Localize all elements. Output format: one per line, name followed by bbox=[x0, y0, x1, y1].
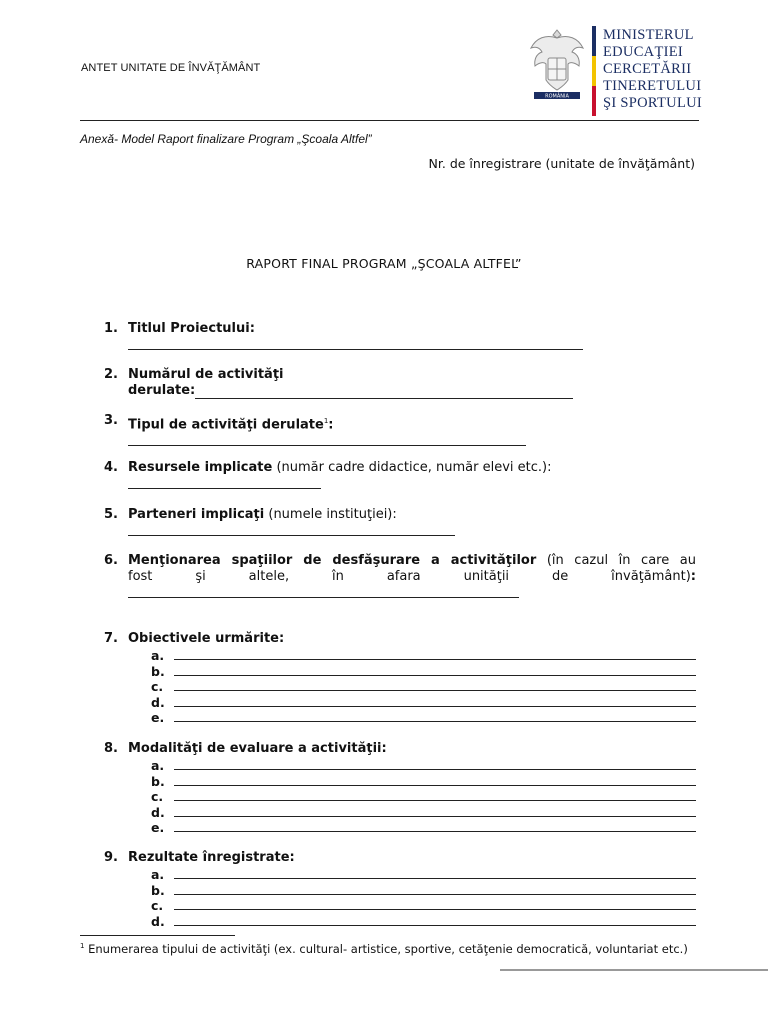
item-number: 5. bbox=[104, 507, 118, 522]
item-label: Parteneri implicaţi bbox=[128, 507, 265, 522]
form-item-8 bbox=[104, 741, 696, 836]
form-item-3 bbox=[104, 413, 696, 446]
answer-row[interactable]: c. bbox=[104, 679, 696, 695]
item-label-suffix: : bbox=[328, 417, 334, 433]
fill-line[interactable] bbox=[195, 387, 573, 399]
footnote-ref[interactable]: 1 bbox=[323, 417, 329, 425]
answer-row[interactable]: a. bbox=[104, 758, 696, 774]
form-item-5 bbox=[104, 507, 696, 536]
ministry-line: CERCETĂRII bbox=[603, 61, 692, 77]
school-header-label: ANTET UNITATE DE ÎNVĂŢĂMÂNT bbox=[81, 62, 261, 74]
fill-line[interactable] bbox=[128, 476, 321, 489]
fill-line[interactable] bbox=[128, 337, 583, 350]
flag-color-bar bbox=[592, 26, 596, 116]
answer-row[interactable]: a. bbox=[104, 648, 696, 664]
item-hint: fost şi altele, în afara unităţii de învăţământ) bbox=[128, 569, 691, 584]
ministry-line: TINERETULUI bbox=[603, 78, 702, 94]
item-hint: (în cazul în care au bbox=[536, 553, 696, 568]
answer-row[interactable]: d. bbox=[104, 805, 696, 821]
item-label: Menţionarea spaţiilor de desfăşurare a activităţilor bbox=[128, 553, 537, 568]
ministry-line: MINISTERUL bbox=[603, 27, 694, 43]
form-item-1 bbox=[104, 321, 696, 350]
form-item-6 bbox=[104, 553, 696, 598]
document-title: RAPORT FINAL PROGRAM „ŞCOALA ALTFEL” bbox=[246, 256, 522, 271]
item-hint: (numele instituţiei): bbox=[264, 507, 397, 522]
item-label: Titlul Proiectului: bbox=[128, 321, 255, 336]
header-divider bbox=[80, 120, 699, 121]
answer-row[interactable]: b. bbox=[104, 883, 696, 899]
ministry-name bbox=[603, 27, 702, 112]
form-item-2 bbox=[104, 367, 696, 399]
item-number: 6. bbox=[104, 553, 118, 568]
annex-label: Anexă- Model Raport finalizare Program „Şcoala Altfel” bbox=[80, 132, 372, 146]
form-item-9 bbox=[104, 850, 696, 929]
answer-row[interactable]: d. bbox=[104, 695, 696, 711]
item-number: 7. bbox=[104, 631, 118, 646]
form-item-7 bbox=[104, 631, 696, 726]
item-label: Tipul de activităţi derulate bbox=[128, 417, 324, 433]
item-label: Resursele implicate bbox=[128, 460, 273, 475]
item-label-suffix: : bbox=[690, 569, 696, 584]
ministry-line: EDUCAŢIEI bbox=[603, 44, 684, 60]
form-item-4 bbox=[104, 460, 696, 489]
item-hint: (număr cadre didactice, număr elevi etc.): bbox=[272, 460, 552, 475]
item-number: 1. bbox=[104, 321, 118, 336]
item-label: Numărul de activităţi bbox=[128, 367, 284, 382]
answer-row[interactable]: d. bbox=[104, 914, 696, 930]
ministry-line: ŞI SPORTULUI bbox=[603, 95, 703, 111]
page-edge-line bbox=[500, 969, 768, 971]
item-label: Rezultate înregistrate: bbox=[128, 850, 295, 865]
footnote-divider bbox=[80, 935, 235, 936]
fill-line[interactable] bbox=[128, 523, 455, 536]
crest-caption: ROMÂNIA bbox=[545, 93, 569, 100]
answer-row[interactable]: c. bbox=[104, 789, 696, 805]
item-number: 2. bbox=[104, 367, 118, 382]
fill-line[interactable] bbox=[128, 585, 519, 598]
item-label: Obiectivele urmărite: bbox=[128, 631, 285, 646]
answer-row[interactable]: b. bbox=[104, 664, 696, 680]
item-number: 4. bbox=[104, 460, 118, 475]
answer-row[interactable]: e. bbox=[104, 710, 696, 726]
fill-line[interactable] bbox=[128, 433, 526, 446]
registration-number-label: Nr. de înregistrare (unitate de învăţământ) bbox=[428, 156, 695, 171]
footnote-mark: 1 bbox=[80, 942, 85, 950]
footnote-text: Enumerarea tipului de activităţi (ex. cultural- artistice, sportive, cetăţenie democratică, voluntariat etc.) bbox=[84, 941, 688, 956]
item-label: derulate: bbox=[128, 383, 196, 398]
item-number: 3. bbox=[104, 413, 118, 428]
answer-row[interactable]: c. bbox=[104, 898, 696, 914]
answer-row[interactable]: a. bbox=[104, 867, 696, 883]
coat-of-arms-icon bbox=[528, 24, 586, 106]
item-number: 8. bbox=[104, 741, 118, 756]
item-number: 9. bbox=[104, 850, 118, 865]
item-label: Modalităţi de evaluare a activităţii: bbox=[128, 741, 387, 756]
footnote bbox=[80, 938, 695, 957]
answer-row[interactable]: b. bbox=[104, 774, 696, 790]
answer-row[interactable]: e. bbox=[104, 820, 696, 836]
